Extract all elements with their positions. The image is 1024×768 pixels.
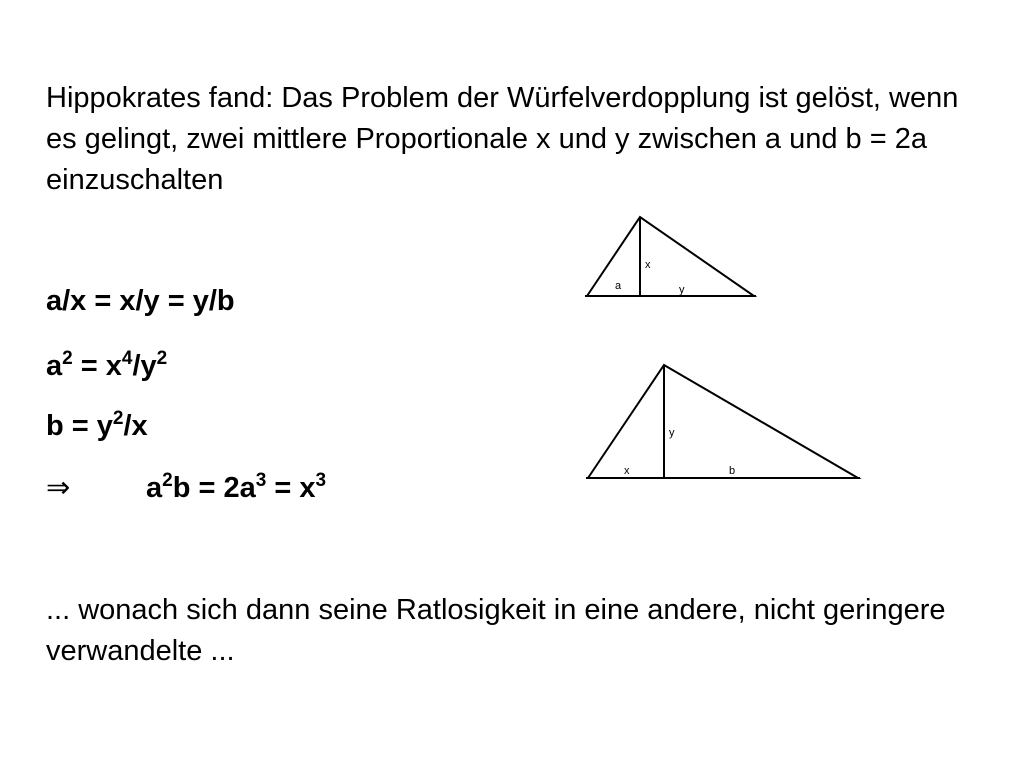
- triangle-small-outline: [587, 217, 754, 296]
- triangle-small-label-y: y: [679, 284, 685, 296]
- eq4-mid: b = 2a: [172, 472, 256, 504]
- triangle-small-label-x: x: [645, 259, 651, 271]
- triangle-large-label-b: b: [729, 465, 736, 477]
- eq4-a3-exponent: 3: [255, 470, 267, 491]
- eq3-y-exponent: 2: [112, 408, 124, 429]
- triangle-large-label-x: x: [624, 465, 630, 477]
- eq4-x-exponent: 3: [315, 470, 327, 491]
- triangle-small-diagram: [584, 214, 760, 300]
- eq3-tail: /x: [123, 410, 148, 442]
- intro-text: Hippokrates fand: Das Problem der Würfelverdopplung ist gelöst, wenn es gelingt, zwei mittlere Proportionale x und y zwischen a und b = 2a einzuschalten: [46, 82, 959, 196]
- triangle-large-label-y: y: [669, 427, 675, 439]
- eq2-a-exponent: 2: [62, 348, 73, 369]
- outro-text: ... wonach sich dann seine Ratlosigkeit in eine andere, nicht geringere verwandelte ...: [46, 594, 946, 667]
- eq2-mid: = x: [72, 350, 122, 382]
- triangle-large-diagram: [584, 362, 862, 484]
- eq2-y-exponent: 2: [156, 348, 168, 369]
- triangle-large-outline: [588, 365, 858, 478]
- equation-proportion: a/x = x/y = y/b: [46, 285, 235, 317]
- eq3-lhs: b = y: [46, 410, 113, 442]
- triangle-small-label-a: a: [615, 280, 622, 292]
- eq2-a: a: [46, 350, 63, 382]
- eq2-slash: /y: [132, 350, 157, 382]
- equation-b: [46, 410, 148, 443]
- eq4-tail: = x: [266, 472, 316, 504]
- eq4-a-exponent: 2: [162, 470, 173, 491]
- eq4-a: a: [146, 472, 163, 504]
- equation-a-squared: [46, 350, 167, 383]
- equation-result: [46, 470, 326, 505]
- implies-arrow-icon: ⇒: [46, 472, 71, 504]
- eq2-x-exponent: 4: [121, 348, 133, 369]
